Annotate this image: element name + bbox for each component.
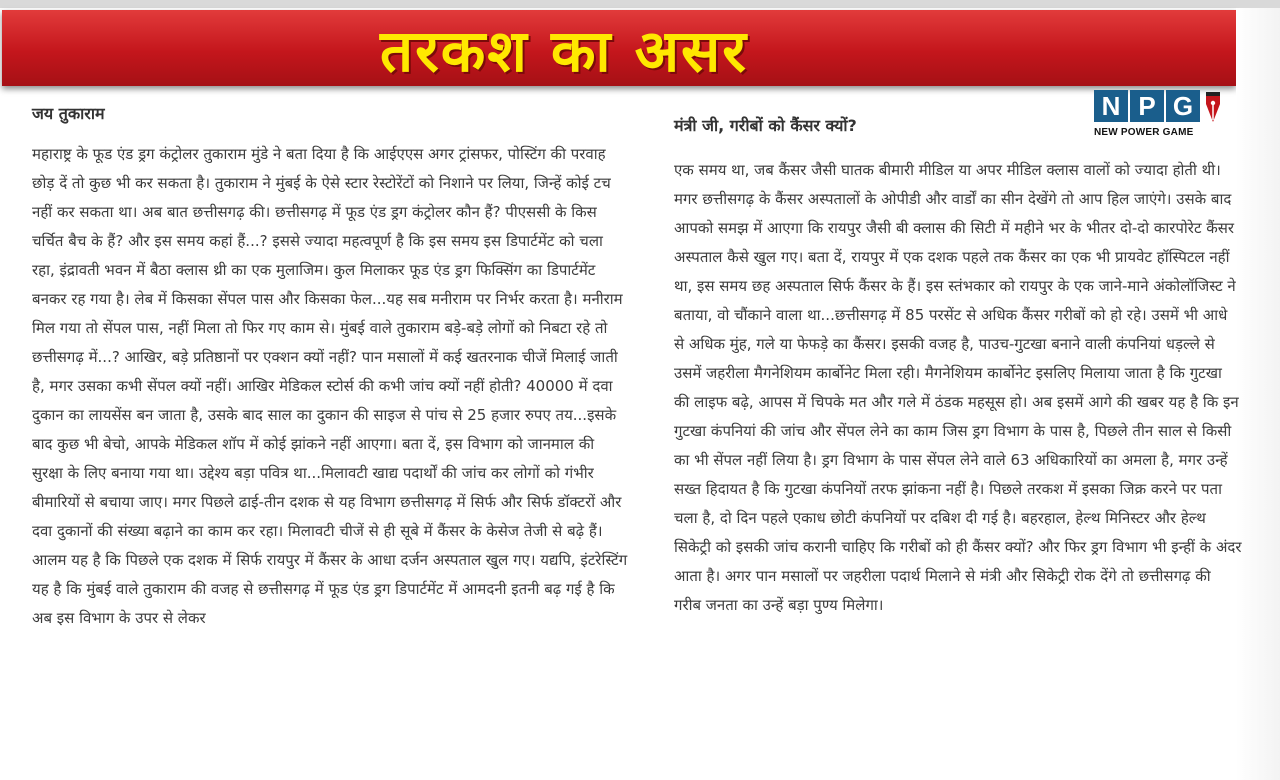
right-article — [674, 112, 1242, 620]
left-article-body: महाराष्ट्र के फूड एंड ड्रग कंट्रोलर तुकाराम मुंडे ने बता दिया है कि आईएएस अगर ट्रांसफर, पोस्टिंग की परवाह छोड़ दें तो कुछ भी कर सकता है। तुकाराम ने मुंबई के ऐसे स्टार रेस्टोरेंटों को निशाने पर लिया, जिन्हें कोई टच नहीं कर सकता था। अब बात छत्तीसगढ़ की। छत्तीसगढ़ में फूड एंड ड्रग कंट्रोलर कौन हैं? पीएससी के किस चर्चित बैच के हैं? और इस समय कहां हैं...? इससे ज्यादा महत्वपूर्ण है कि इस समय इस डिपार्टमेंट को चला रहा, इंद्रावती भवन में बैठा क्लास थ्री का एक मुलाजिम। कुल मिलाकर फूड एंड ड्रग फिक्सिंग का डिपार्टमेंट बनकर रह गया है। लेब में किसका सेंपल पास और किसका फेल...यह सब मनीराम पर निर्भर करता है। मनीराम मिल गया तो सेंपल पास, नहीं मिला तो फिर गए काम से। मुंबई वाले तुकाराम बड़े-बड़े लोगों को निबटा रहे तो छत्तीसगढ़ में...? आखिर, बड़े प्रतिष्ठानों पर एक्शन क्यों नहीं? पान मसालों में कई खतरनाक चीजें मिलाई जाती है, मगर उसका कभी सेंपल क्यों नहीं। आखिर मेडिकल स्टोर्स की कभी जांच क्यों नहीं होती? 40000 में दवा दुकान का लायसेंस बन जाता है, उसके बाद साल का दुकान की साइज से पांच से 25 हजार रुपए तय...इसके बाद कुछ भी बेचो, आपके मेडिकल शॉप में कोई झांकने नहीं आएगा। बता दें, इस विभाग को जानमाल की सुरक्षा के लिए बनाया गया था। उद्देश्य बड़ा पवित्र था...मिलावटी खाद्य पदार्थों की जांच कर लोगों को गंभीर बीमारियों से बचाया जाए। मगर पिछले ढाई-तीन दशक से यह विभाग छत्तीसगढ़ में सिर्फ और सिर्फ डॉक्टरों और दवा दुकानों की संख्या बढ़ाने का काम कर रहा। मिलावटी चीजें से ही सूबे में कैंसर के केसेज तेजी से बढ़े हैं। आलम यह है कि पिछले एक दशक में सिर्फ रायपुर में कैंसर के आधा दर्जन अस्पताल खुल गए। यद्यपि, इंटरेस्टिंग यह है कि मुंबई वाले तुकाराम की वजह से छत्तीसगढ़ में फूड एंड ड्रग डिपार्टमेंट में आमदनी इतनी बढ़ गई है कि अब इस विभाग के उपर से लेकर — [32, 145, 628, 627]
logo-letter-g: G — [1166, 90, 1200, 122]
headline-banner — [2, 10, 1236, 86]
right-article-body: एक समय था, जब कैंसर जैसी घातक बीमारी मीडिल या अपर मीडिल क्लास वालों को ज्यादा होती थी। मगर छत्तीसगढ़ के कैंसर अस्पतालों के ओपीडी और वार्डों का सीन देखेंगे तो आप हिल जाएंगे। उसके बाद आपको समझ में आएगा कि रायपुर जैसी बी क्लास की सिटी में महीने भर के भीतर दो-दो कारपोरेट कैंसर अस्पताल कैसे खुल गए। बता दें, रायपुर में एक दशक पहले तक कैंसर का एक भी प्रायवेट हॉस्पिटल नहीं था, इस समय छह अस्पताल सिर्फ कैंसर के हैं। इस स्तंभकार को रायपुर के एक जाने-माने अंकोलॉजिस्ट ने बताया, वो चौंकाने वाला था...छत्तीसगढ़ में 85 परसेंट से अधिक कैंसर गरीबों को हो रहे। उसमें भी आधे से अधिक मुंह, गले या फेफड़े का कैंसर। इसकी वजह है, पाउच-गुटखा बनाने वाली कंपनियां धड़ल्ले से उसमें जहरीला मैगनेशियम कार्बोनेट मिला रही। मैगनेशियम कार्बोनेट इसलिए मिलाया जाता है कि गुटखा की लाइफ बढ़े, आपस में चिपके मत और गले में ठंडक महसूस हो। अब इसमें आगे की खबर यह है कि इन गुटखा कंपनियां की जांच और सेंपल लेने का काम जिस ड्रग विभाग के पास है, पिछले तीन साल से किसी का भी सेंपल नहीं लिया है। ड्रग विभाग के पास सेंपल लेने वाले 63 अधिकारियों का अमला है, मगर उन्हें सख्त हिदायत है कि गुटखा कंपनियों तरफ झांकना नहीं है। पिछले तरकश में इसका जिक्र करने पर पता चला है, दो दिन पहले एकाध छोटी कंपनियों पर दबिश दी गई है। बहरहाल, हेल्थ मिनिस्टर और हेल्थ सिकेट्री को इसकी जांच करानी चाहिए कि गरीबों को ही कैंसर क्यों? और फिर ड्रग विभाग भी इन्हीं के अंदर आता है। अगर पान मसालों पर जहरीला पदार्थ मिलाने से मंत्री और सिकेट्री रोक देंगे तो छत्तीसगढ़ की गरीब जनता का उन्हें बड़ा पुण्य मिलेगा। — [674, 161, 1242, 614]
page-edge — [1236, 8, 1280, 780]
left-article-heading: जय तुकाराम — [32, 104, 105, 123]
logo-letter-p: P — [1130, 90, 1164, 122]
left-article — [32, 100, 628, 633]
right-article-heading: मंत्री जी, गरीबों को कैंसर क्यों? — [674, 116, 857, 135]
banner-title: तरकश का असर — [380, 16, 748, 85]
top-strip — [0, 0, 1280, 8]
logo-letter-n: N — [1094, 90, 1128, 122]
logo-tagline: NEW POWER GAME — [1094, 127, 1194, 138]
